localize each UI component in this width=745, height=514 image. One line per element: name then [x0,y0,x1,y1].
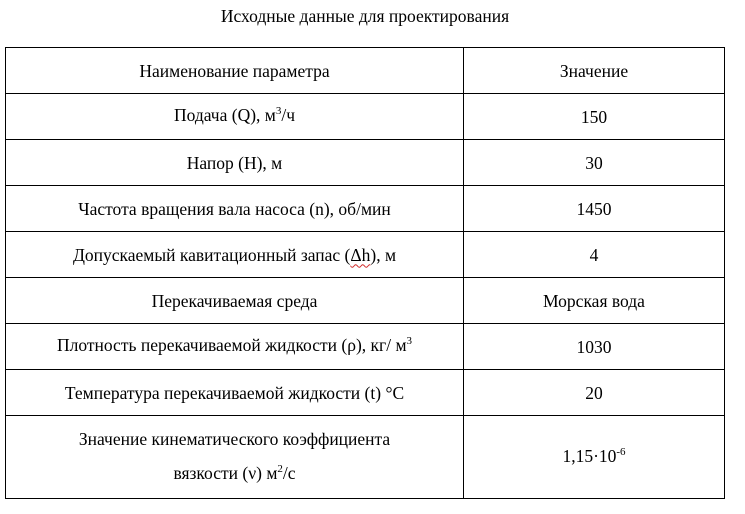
header-value: Значение [464,48,725,94]
param-value-flow: 150 [464,94,725,140]
param-name-density: Плотность перекачиваемой жидкости (ρ), кг/ $м^3$ [6,324,464,370]
header-parameter-name: Наименование параметра [6,48,464,94]
param-value-temperature: 20 [464,370,725,416]
param-value-viscosity: $1,15\cdot 10^{-6}$ [464,416,725,499]
param-value-cavitation-margin: 4 [464,232,725,278]
table-header-row [6,48,725,94]
table-row [6,140,725,186]
table-row [6,186,725,232]
param-name-cavitation-margin: Допускаемый кавитационный запас (Δh), м [6,232,464,278]
param-name-flow: Подача (Q), $м^3/ч$ [6,94,464,140]
table-row [6,370,725,416]
table-caption: Исходные данные для проектирования [220,6,510,26]
param-value-head: 30 [464,140,725,186]
table-row [6,324,725,370]
param-name-viscosity: Значение кинематического коэффициента вязкости (ν) $м^2/с$ [6,416,464,499]
table-row [6,94,725,140]
parameters-table [5,47,725,499]
param-name-medium: Перекачиваемая среда [6,278,464,324]
param-name-rotation-speed: Частота вращения вала насоса (n), об/мин [6,186,464,232]
table-row [6,278,725,324]
table-row [6,232,725,278]
param-value-medium: Морская вода [464,278,725,324]
param-value-rotation-speed: 1450 [464,186,725,232]
param-value-density: 1030 [464,324,725,370]
param-name-head: Напор (H), м [6,140,464,186]
table-row [6,416,725,499]
param-name-temperature: Температура перекачиваемой жидкости (t) °C [6,370,464,416]
